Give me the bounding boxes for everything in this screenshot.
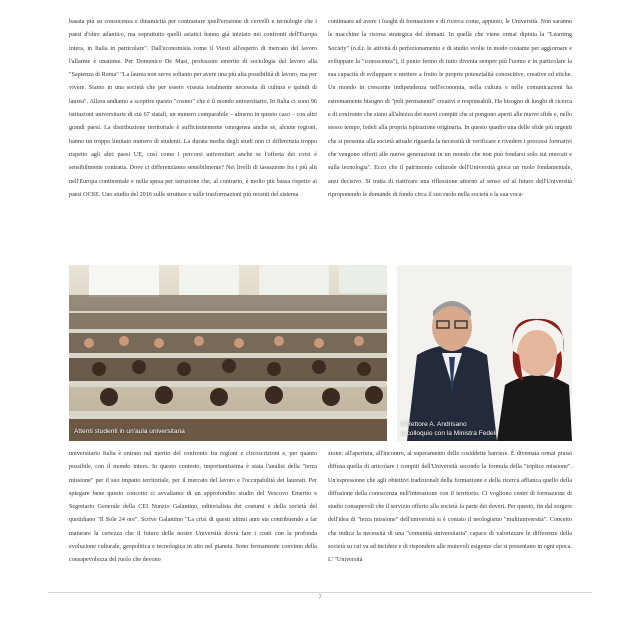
rector-minister-photo xyxy=(397,265,572,441)
article-column-top-right xyxy=(328,16,572,202)
page-number: 7 xyxy=(318,595,322,601)
article-paragraph: basata più su consocenza e dinamicità per contrastare quell'erosione di cervelli e tecnologie che i paesi d'oltre atlantico, ma soprattutto quelli asiatici hanno già iniziato nei confronti dell'Europa intera, in Italia in particolare". Dall'economista come il Viesti all'esperto di mercato del lavoro l'allarme è unanime. Per Domenico De Masi, professore emerito di sociologia del lavoro alla "Sapienza di Roma" "La laurea non serve soltanto per avere una più alta possibilità di lavoro, ma per vivere. Siamo in una società che per essere vissuta totalmente necessita di cultura e quindi di laurea". Allora andiamo a scoprire questo "cosmo" che è il mondo universitario. In Italia ci sono 96 istituzioni universitarie di cui 67 statali, un numero comparabile – almeno in questo caso – con altri grandi paesi. La distribuzione territoriale è sufficientemente omogenea anche se, alcune regioni, hanno un troppo limitato numero di studenti. La durata media degli studi non ci differenzia troppo rispetto agli altri paesi UE, così come i percorsi universitari anche se l'offerta dei corsi è sensibilmente contratta. Dove ci differenziamo sensibilmente? Nei livelli di tassazione fra i più alti nell'Europa continentale e nella spesa per istruzione che, al contrario, è molto più bassa rispetto ai paesi OCSE. Uno studio del 2016 sulle strutture e sulle trasformazioni più recenti del sistema xyxy=(69,19,317,198)
photo-caption xyxy=(401,420,497,438)
article-column-top-left xyxy=(69,16,317,202)
article-paragraph: zione: all'apertura, all'incontro, al superamento delle cosiddette barriere. È diventata ormai prassi diffusa quella di articolare i compiti dell'Università secondo la formula della "triplice missione". Un'espressione che agli obiettivi tradizionali della formazione e della ricerca affianca quello della diffusione della conoscenza nell'interazione con il territorio. Ci vogliono centri di formazione di studio consapevoli che il servizio offerto alla società fa parte dei doveri. Per questo, fin dal sorgere dell'idea di "terza missione" dell'università si è coniato il neologismo "multiuniversità". Concetto che indica la necessità di una "comunità universitaria" capace di valorizzare le differenze della società su cui va ad incidere e di rispondere alle mutevoli esigenze che si presentano in ogni epoca. L' "Università xyxy=(328,451,572,564)
caption-line: Il Rettore A. Andrisano xyxy=(401,421,467,428)
portrait-illustration xyxy=(397,265,572,441)
article-paragraph: universitario Italia è entrato nel merito del confronto fra regioni e circoscrizioni e, per quanto possibile, con il mondo intero. In questo contesto, importantissima è stata l'analisi della "terza missione" per il suo impatto territoriale, per il mercato del lavoro e l'occupabilità dei laureati. Per spiegare bene questo concetto ci avvaliamo di un approfondito studio del Vescovo Emerito e Segretario Generale della CEI Nunzio Galantino, editorialista dei costumi e della società del quotidiano "Il Sole 24 ore". Scrive Galantino "La crisi di questi ultimi anni sta contribuendo a far maturare la certezza che il futuro delle nostre Università dovrà fare i conti con la profonda evoluzione culturale, geopolitica e tecnologica in atto nel pianeta. Sono fermamente convinto della consapevolezza del ruolo che devono xyxy=(69,451,317,564)
footer-divider xyxy=(48,592,592,593)
photo-caption: Attenti studenti in un'aula universitaria xyxy=(74,428,185,435)
article-paragraph: continuare ad avere i luoghi di formazione e di ricerca come, appunto, le Università. Non saranno le macchine la risorsa strategica del domani. In quella che viene ormai dipinta la "Learning Society" (n.d.r. le attività di perfezionamento e di studio svolte in modo costante per aggiornare e sviluppare la "conoscenza"), il punto fermo di tutto diventa sempre più l'uomo e in particolare la sua capacità di sviluppare e mettere a frutto le proprie potenzialità conoscitive, creative ed etiche. Un mondo in crescente indipendenza nell'economia, nella cultura e nelle comunicazioni ha estremamente bisogno di "poli permanenti" creativi e responsabili. Ha bisogno di luoghi di ricerca e di confronto che siano all'altezza dei nuovi compiti che si pongono aperti alle nuove sfide e, nello stesso tempo, fedeli alla propria ispirazione originaria. In questo quadro una delle sfide più urgenti che si presenta alla società attuale riguarda la necessità di verificare e rivedere i processi formativi che vengono offerti alle nuove generazioni in un mondo che non può fondarsi solo sui mercati e sulla tecnologia". Ecco che il patrimonio culturale dell'Università gioca un ruolo fondamentale, anzi decisivo. Si tratta di riattivare una riflessione attorno al senso ed al futuro dell'Università riproponendo le domande di fondo circa il suo ruolo nella società e la sua voca- xyxy=(328,19,572,198)
lecture-hall-illustration xyxy=(69,265,387,441)
lecture-hall-photo xyxy=(69,265,387,441)
caption-line: a colloquio con la Ministra Fedeli xyxy=(401,430,497,437)
article-column-bottom-left xyxy=(69,448,317,568)
article-column-bottom-right xyxy=(328,448,572,568)
